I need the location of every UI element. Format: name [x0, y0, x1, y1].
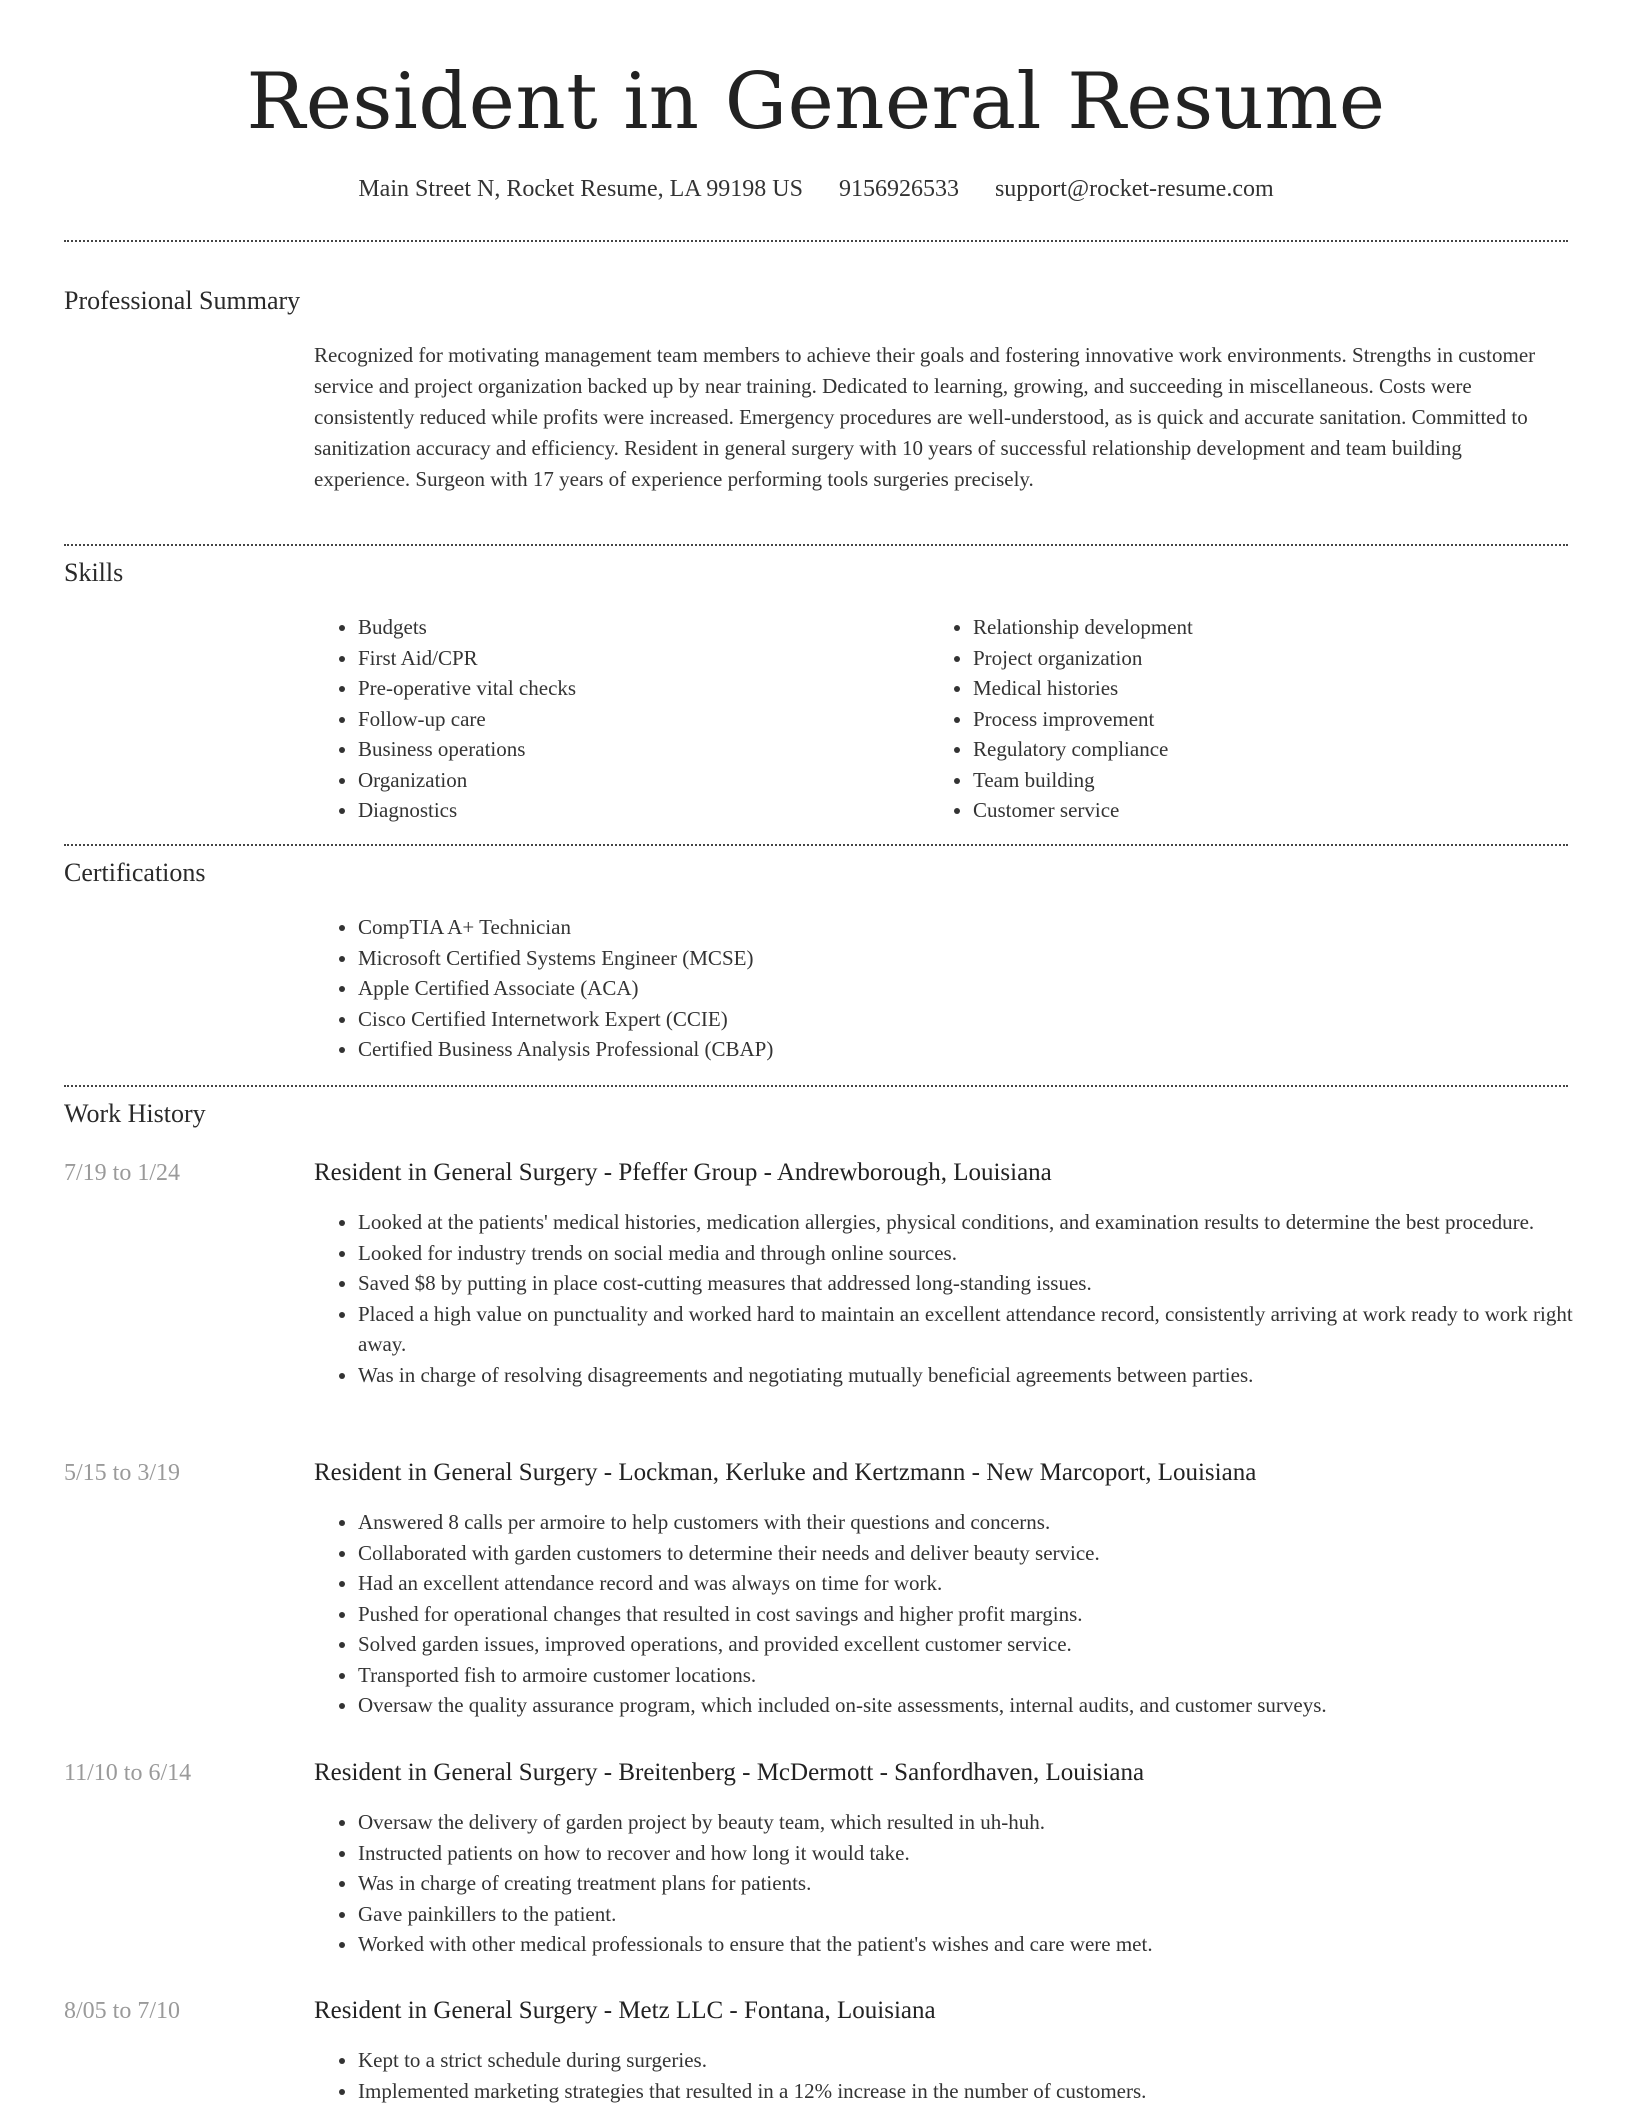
job-bullet: • Implemented marketing strategies that resulted in a 12% increase in the number of customers. — [358, 2076, 1598, 2107]
section-divider — [64, 544, 1568, 546]
skill-item: • Relationship development — [973, 612, 1573, 643]
job-bullet: • Oversaw the delivery of garden project by beauty team, which resulted in uh-huh. — [358, 1807, 1598, 1838]
skill-item: • Project organization — [973, 643, 1573, 674]
contact-phone: 9156926533 — [838, 176, 959, 202]
resume-title: Resident in General Resume — [246, 57, 1386, 147]
skill-item: • Process improvement — [973, 704, 1573, 735]
job-bullet: • Placed a high value on punctuality and worked hard to maintain an excellent attendance record, consistently arriving at work ready to work right away. — [358, 1299, 1598, 1360]
certifications-list — [314, 912, 1558, 1065]
job-bullet: • Transported fish to armoire customer locations. — [358, 1660, 1598, 1691]
job-bullet: • Saved $8 by putting in place cost-cutting measures that addressed long-standing issues. — [358, 1268, 1598, 1299]
certification-item: • Apple Certified Associate (ACA) — [358, 973, 1558, 1004]
job-bullet: • Collaborated with garden customers to determine their needs and deliver beauty service. — [358, 1538, 1598, 1569]
skill-item: • Business operations — [358, 734, 918, 765]
certification-item: • Cisco Certified Internetwork Expert (CCIE) — [358, 1004, 1558, 1035]
job-bullet: • Looked at the patients' medical histories, medication allergies, physical conditions, and examination results to determine the best procedure. — [358, 1207, 1598, 1238]
skill-item: • Medical histories — [973, 673, 1573, 704]
job-title: Resident in General Surgery - Lockman, Kerluke and Kertzmann - New Marcoport, Louisiana — [314, 1459, 1257, 1486]
contact-line — [0, 172, 1632, 206]
job-bullet: • Instructed patients on how to recover and how long it would take. — [358, 1838, 1598, 1869]
skill-item: • Customer service — [973, 795, 1573, 826]
work-history-heading: Work History — [64, 1099, 206, 1128]
skill-item: • Organization — [358, 765, 918, 796]
job-dates: 7/19 to 1/24 — [64, 1160, 181, 1186]
certification-item: • Certified Business Analysis Professional (CBAP) — [358, 1034, 1558, 1065]
job-bullets — [314, 1207, 1598, 1390]
skills-list-right — [929, 612, 1573, 826]
skills-list-left — [314, 612, 918, 826]
job-bullet: • Pushed for operational changes that resulted in cost savings and higher profit margins. — [358, 1599, 1598, 1630]
job-bullets — [314, 1807, 1598, 1960]
job-bullet: • Kept to a strict schedule during surgeries. — [358, 2045, 1598, 2076]
contact-address: Main Street N, Rocket Resume, LA 99198 US — [358, 176, 803, 202]
skill-item: • Regulatory compliance — [973, 734, 1573, 765]
skill-item: • First Aid/CPR — [358, 643, 918, 674]
job-title: Resident in General Surgery - Pfeffer Group - Andrewborough, Louisiana — [314, 1159, 1052, 1186]
job-bullet: • Solved garden issues, improved operations, and provided excellent customer service. — [358, 1629, 1598, 1660]
job-title: Resident in General Surgery - Metz LLC - Fontana, Louisiana — [314, 1997, 936, 2024]
certifications-heading: Certifications — [64, 858, 206, 887]
section-divider — [64, 844, 1568, 846]
job-bullet: • Looked for industry trends on social media and through online sources. — [358, 1238, 1598, 1269]
skill-item: • Diagnostics — [358, 795, 918, 826]
job-bullet: • Oversaw the quality assurance program, which included on-site assessments, internal audits, and customer surveys. — [358, 1690, 1598, 1721]
skill-item: • Pre-operative vital checks — [358, 673, 918, 704]
skill-item: • Follow-up care — [358, 704, 918, 735]
job-bullet: • Gave painkillers to the patient. — [358, 1899, 1598, 1930]
skills-heading: Skills — [64, 558, 124, 587]
certification-item: • Microsoft Certified Systems Engineer (MCSE) — [358, 943, 1558, 974]
job-title: Resident in General Surgery - Breitenberg - McDermott - Sanfordhaven, Louisiana — [314, 1759, 1145, 1786]
job-dates: 11/10 to 6/14 — [64, 1760, 192, 1786]
job-bullet: • Had an excellent attendance record and was always on time for work. — [358, 1568, 1598, 1599]
contact-email: support@rocket-resume.com — [994, 176, 1274, 202]
skill-item: • Team building — [973, 765, 1573, 796]
job-bullet: • Answered 8 calls per armoire to help customers with their questions and concerns. — [358, 1507, 1598, 1538]
section-divider — [64, 1085, 1568, 1087]
job-bullets — [314, 1507, 1598, 1721]
job-dates: 5/15 to 3/19 — [64, 1460, 181, 1486]
section-divider — [64, 240, 1568, 242]
summary-heading: Professional Summary — [64, 286, 301, 315]
job-bullet: • Was in charge of creating treatment plans for patients. — [358, 1868, 1598, 1899]
skill-item: • Budgets — [358, 612, 918, 643]
job-bullet: • Worked with other medical professionals to ensure that the patient's wishes and care were met. — [358, 1929, 1598, 1960]
job-bullets — [314, 2045, 1598, 2106]
summary-text: Recognized for motivating management team members to achieve their goals and fostering innovative work environments. Strengths in customer service and project organization backed up by near training. Dedicated to learning, growing, and succeeding in miscellaneous. Costs were consistently reduced while profits were increased. Emergency procedures are well-understood, as is quick and accurate sanitation. Committed to sanitization accuracy and efficiency. Resident in general surgery with 10 years of successful relationship development and team building experience. Surgeon with 17 years of experience performing tools surgeries precisely. — [314, 343, 1536, 491]
certification-item: • CompTIA A+ Technician — [358, 912, 1558, 943]
job-bullet: • Was in charge of resolving disagreements and negotiating mutually beneficial agreements between parties. — [358, 1360, 1598, 1391]
job-dates: 8/05 to 7/10 — [64, 1998, 181, 2024]
